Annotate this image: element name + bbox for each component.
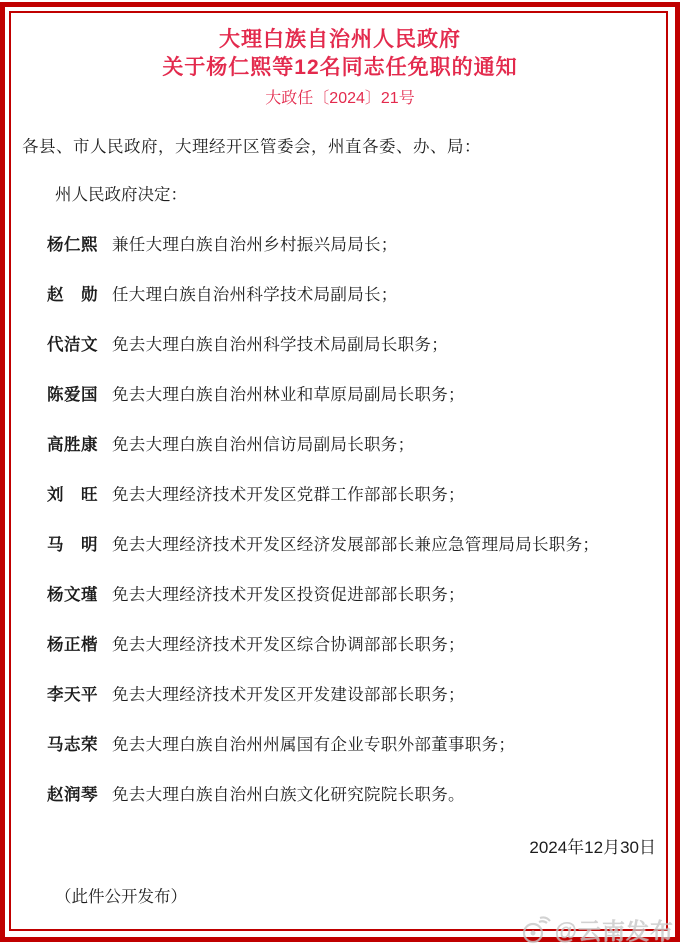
appointment-action: 免去大理经济技术开发区经济发展部部长兼应急管理局局长职务； (112, 536, 600, 554)
person-name: 李天平 (47, 686, 98, 704)
decision-intro: 州人民政府决定： (55, 186, 187, 204)
appointment-row (22, 335, 658, 356)
document-title-subject: 关于杨仁熙等12名同志任免职的通知 (162, 56, 518, 79)
broadcast-logo-icon (521, 915, 551, 945)
salutation: 各县、市人民政府，大理经开区管委会，州直各委、办、局： (22, 138, 481, 156)
appointment-action: 免去大理经济技术开发区开发建设部部长职务； (112, 686, 465, 704)
document-number: 大政任〔2024〕21号 (265, 90, 415, 107)
appointment-row (22, 235, 658, 256)
appointment-action: 免去大理经济技术开发区综合协调部部长职务； (112, 636, 465, 654)
person-name: 赵润琴 (47, 786, 98, 804)
appointment-row (22, 685, 658, 706)
appointment-row (22, 285, 658, 306)
appointment-action: 免去大理白族自治州白族文化研究院院长职务。 (112, 786, 465, 804)
issue-date: 2024年12月30日 (529, 838, 656, 857)
watermark (521, 913, 674, 946)
person-name: 杨仁熙 (47, 236, 98, 254)
person-name: 赵 勋 (47, 286, 98, 304)
appointment-action: 免去大理白族自治州科学技术局副局长职务； (112, 336, 448, 354)
appointment-row (22, 585, 658, 606)
appointment-action: 免去大理白族自治州林业和草原局副局长职务； (112, 386, 465, 404)
appointment-row (22, 535, 658, 556)
appointment-action: 免去大理白族自治州州属国有企业专职外部董事职务； (112, 736, 516, 754)
appointment-row (22, 385, 658, 406)
person-name: 陈爱国 (47, 386, 98, 404)
appointment-action: 免去大理白族自治州信访局副局长职务； (112, 436, 415, 454)
appointment-row (22, 785, 658, 806)
appointment-action: 免去大理经济技术开发区党群工作部部长职务； (112, 486, 465, 504)
person-name: 马志荣 (47, 736, 98, 754)
person-name: 代洁文 (47, 336, 98, 354)
watermark-text: @云南发布 (554, 918, 674, 944)
person-name: 马 明 (47, 536, 98, 554)
appointment-action: 兼任大理白族自治州乡村振兴局局长； (112, 236, 398, 254)
public-release-note: （此件公开发布） (55, 888, 187, 906)
appointment-row (22, 485, 658, 506)
appointment-row (22, 635, 658, 656)
document-content (22, 26, 658, 908)
appointment-action: 免去大理经济技术开发区投资促进部部长职务； (112, 586, 465, 604)
person-name: 刘 旺 (47, 486, 98, 504)
appointment-row (22, 735, 658, 756)
appointment-action: 任大理白族自治州科学技术局副局长； (112, 286, 398, 304)
person-name: 杨正楷 (47, 636, 98, 654)
person-name: 高胜康 (47, 436, 98, 454)
appointment-row (22, 435, 658, 456)
person-name: 杨文瑾 (47, 586, 98, 604)
document-title-issuer: 大理白族自治州人民政府 (219, 28, 461, 51)
